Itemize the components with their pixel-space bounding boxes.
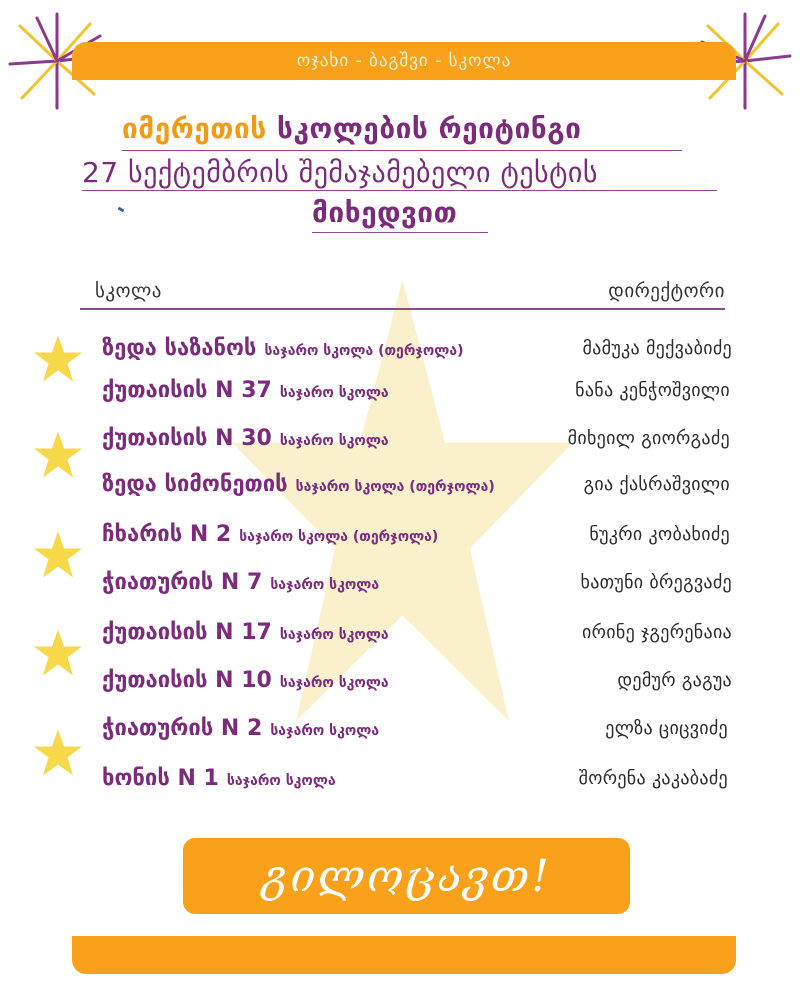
school-title: ზედა საზანოს: [102, 336, 257, 361]
header-divider: [80, 308, 725, 310]
school-title: ხონის N 1: [102, 766, 219, 791]
title-line3-text: მიხედვით: [312, 196, 458, 229]
school-name: [102, 426, 389, 451]
school-title: ჭიათურის N 7: [102, 570, 263, 595]
list-item: [0, 766, 800, 806]
director-name: მამუკა მექვაბიძე: [582, 338, 732, 359]
page-title-line-2: [82, 156, 598, 189]
list-item: [0, 336, 800, 376]
list-item: [0, 378, 800, 418]
school-type: საჯარო სკოლა: [226, 773, 336, 789]
list-item: [0, 472, 800, 512]
title-underline-3: [312, 232, 488, 233]
decorative-dot: [118, 207, 125, 213]
school-type: საჯარო სკოლა: [279, 433, 389, 449]
congrats-banner: [183, 838, 630, 914]
congrats-text: გილოცავთ!: [262, 850, 551, 902]
title-line2-text: 27 სექტემბრის შემაჯამებელი ტესტის: [82, 156, 599, 189]
title-accent: იმერეთის: [122, 112, 267, 145]
school-title: ქუთაისის N 10: [102, 668, 272, 693]
top-banner: [72, 42, 736, 80]
school-name: [102, 620, 389, 645]
director-name: გია ქასრაშვილი: [583, 474, 730, 495]
column-header-director: დირექტორი: [608, 280, 725, 302]
banner-text: ოჯახი - ბაგშვი - სკოლა: [296, 51, 512, 71]
list-item: [0, 522, 800, 562]
school-type: საჯარო სკოლა: [279, 675, 389, 691]
director-name: ხათუნი ბრეგვაძე: [580, 572, 732, 593]
school-name: [102, 336, 464, 361]
director-name: ირინე ჯგერენაია: [582, 622, 732, 643]
list-item: [0, 620, 800, 660]
page-title-line-3: [312, 196, 457, 229]
school-type: საჯარო სკოლა (თერჯოლა): [264, 343, 464, 359]
school-title: ქუთაისის N 17: [102, 620, 272, 645]
school-type: საჯარო სკოლა: [270, 723, 380, 739]
title-line1-rest: სკოლების რეიტინგი: [276, 112, 582, 145]
school-title: ქუთაისის N 37: [102, 378, 272, 403]
school-title: ქუთაისის N 30: [102, 426, 272, 451]
bottom-banner: [72, 936, 736, 974]
title-underline-2: [82, 190, 717, 191]
school-name: [102, 522, 438, 547]
school-name: [102, 570, 379, 595]
page-title-line-1: [122, 112, 581, 145]
school-name: [102, 378, 389, 403]
school-name: [102, 716, 379, 741]
school-name: [102, 472, 495, 497]
list-item: [0, 668, 800, 708]
director-name: ნანა კენჭოშვილი: [575, 380, 730, 401]
title-underline-1: [122, 150, 682, 151]
school-type: საჯარო სკოლა: [279, 385, 389, 401]
column-header-school: სკოლა: [95, 280, 162, 302]
school-name: [102, 668, 389, 693]
school-title: ჩხარის N 2: [102, 522, 232, 547]
director-name: ნუკრი კობახიძე: [589, 524, 730, 545]
school-name: [102, 766, 336, 791]
director-name: მიხეილ გიორგაძე: [567, 428, 730, 449]
director-name: ელზა ციცვიძე: [605, 718, 728, 739]
school-type: საჯარო სკოლა (თერჯოლა): [239, 529, 439, 545]
school-type: საჯარო სკოლა (თერჯოლა): [295, 479, 495, 495]
director-name: შორენა კაკაბაძე: [578, 768, 728, 789]
director-name: დემურ გაგუა: [617, 670, 732, 691]
school-type: საჯარო სკოლა: [270, 577, 380, 593]
list-item: [0, 426, 800, 466]
list-item: [0, 716, 800, 756]
school-type: საჯარო სკოლა: [279, 627, 389, 643]
school-title: ჭიათურის N 2: [102, 716, 263, 741]
list-item: [0, 570, 800, 610]
school-title: ზედა სიმონეთის: [102, 472, 288, 497]
